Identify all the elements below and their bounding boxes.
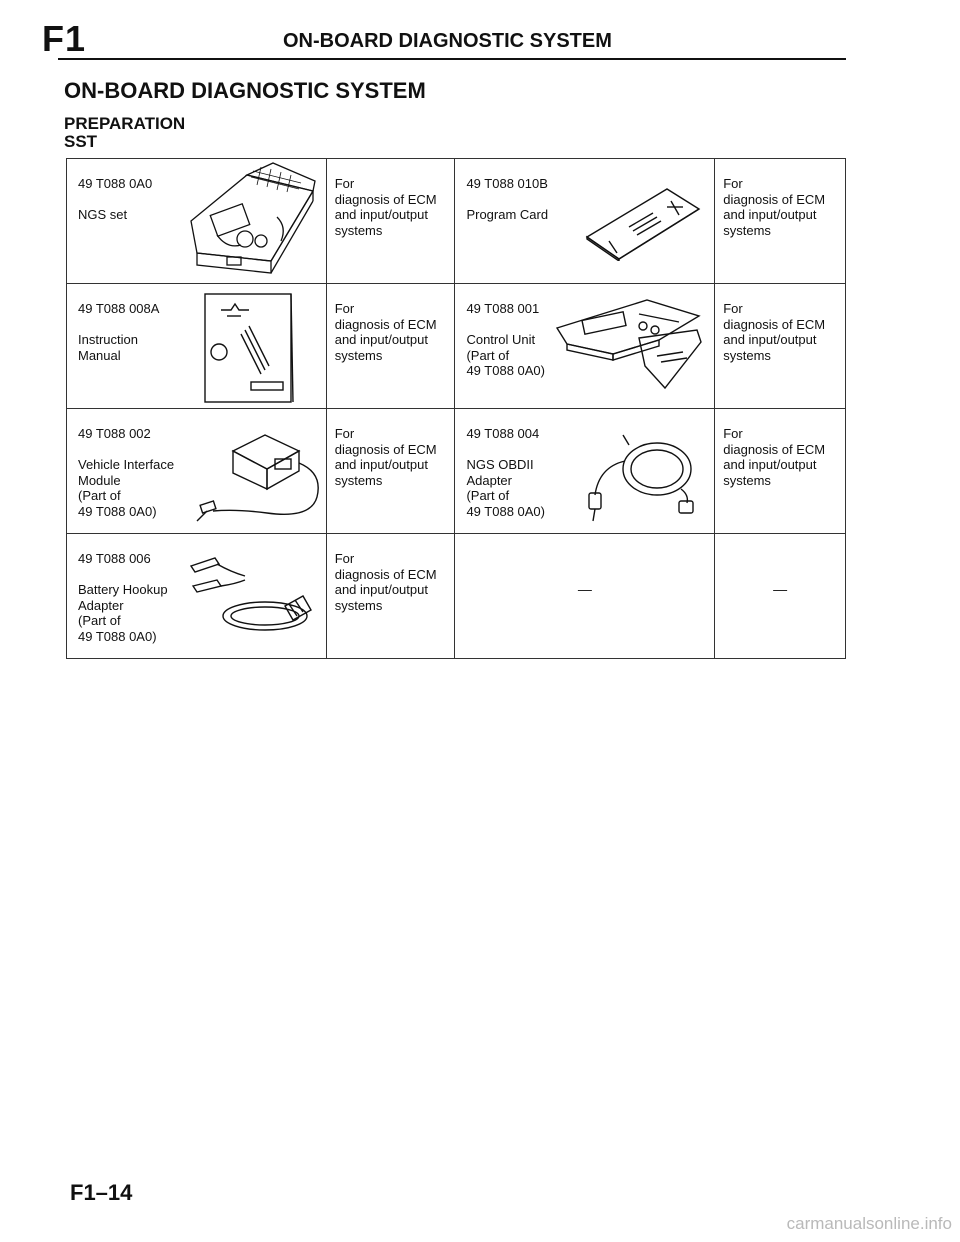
purpose-cell <box>326 534 455 659</box>
purpose-text: For diagnosis of ECM and input/output systems <box>334 301 437 363</box>
table-row <box>67 409 846 534</box>
purpose-text: For diagnosis of ECM and input/output systems <box>723 426 826 488</box>
control-unit-icon <box>553 294 707 394</box>
tool-cell <box>455 284 715 409</box>
tool-label: 49 T088 001 Control Unit (Part of 49 T088 0A0) <box>466 301 545 378</box>
tool-label: 49 T088 002 Vehicle Interface Module (Part of 49 T088 0A0) <box>78 426 175 519</box>
header-title: ON-BOARD DIAGNOSTIC SYSTEM <box>283 30 612 52</box>
table-row <box>67 159 846 284</box>
table-row <box>67 534 846 659</box>
tool-label: 49 T088 010B Program Card <box>466 176 549 222</box>
tool-cell <box>455 159 715 284</box>
table-row <box>67 284 846 409</box>
sst-table <box>66 158 846 659</box>
obd-adapter-cable-icon <box>581 423 701 529</box>
purpose-text: For diagnosis of ECM and input/output systems <box>723 176 826 238</box>
purpose-cell <box>715 284 846 409</box>
subheading-sst: SST <box>64 132 98 151</box>
tool-label: 49 T088 0A0 NGS set <box>78 176 153 222</box>
empty-dash: — <box>773 581 788 597</box>
program-card-icon <box>583 181 703 261</box>
purpose-cell <box>326 409 455 534</box>
purpose-text: For diagnosis of ECM and input/output systems <box>334 176 437 238</box>
purpose-cell <box>715 159 846 284</box>
purpose-cell <box>326 159 455 284</box>
tool-cell <box>67 534 327 659</box>
tool-cell <box>67 159 327 284</box>
tool-cell <box>67 409 327 534</box>
purpose-cell <box>326 284 455 409</box>
tool-label: 49 T088 004 NGS OBDII Adapter (Part of 49 T088 0A0) <box>466 426 545 519</box>
vehicle-interface-module-icon <box>195 429 323 529</box>
empty-purpose-cell <box>715 534 846 659</box>
page-title: ON-BOARD DIAGNOSTIC SYSTEM <box>64 78 426 103</box>
section-code: F1 <box>42 18 87 59</box>
ngs-set-case-icon <box>187 161 319 279</box>
tool-cell <box>455 409 715 534</box>
empty-tool-cell <box>455 534 715 659</box>
tool-cell <box>67 284 327 409</box>
purpose-text: For diagnosis of ECM and input/output systems <box>334 426 437 488</box>
tool-label: 49 T088 008A Instruction Manual <box>78 301 160 363</box>
page-number: F1–14 <box>70 1180 133 1205</box>
purpose-cell <box>715 409 846 534</box>
battery-hookup-cable-icon <box>185 554 319 644</box>
tool-label: 49 T088 006 Battery Hookup Adapter (Part of 49 T088 0A0) <box>78 551 168 644</box>
purpose-text: For diagnosis of ECM and input/output systems <box>334 551 437 613</box>
instruction-manual-icon <box>201 290 297 406</box>
subheading-preparation: PREPARATION <box>64 114 186 133</box>
empty-dash: — <box>577 581 592 597</box>
purpose-text: For diagnosis of ECM and input/output systems <box>723 301 826 363</box>
header-divider <box>58 58 846 60</box>
watermark: carmanualsonline.info <box>786 1214 952 1233</box>
